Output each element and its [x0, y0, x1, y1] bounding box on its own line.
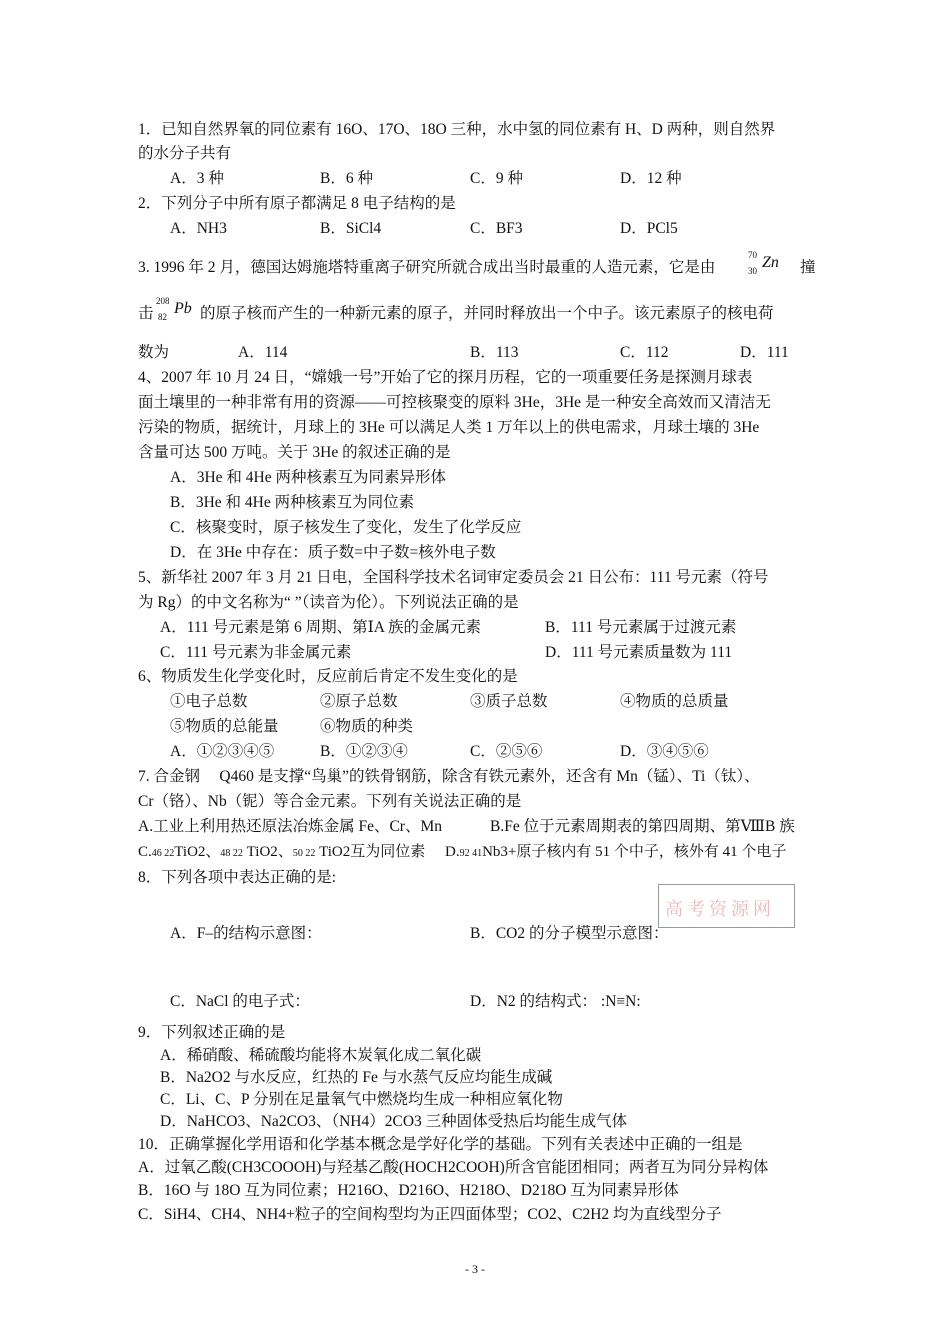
- q4-stem-line3: 污染的物质，据统计，月球上的 3He 可以满足人类 1 万年以上的供电需求，月球土壤的 3He: [138, 419, 760, 436]
- pb-nuclide: 208 82 Pb: [156, 296, 192, 322]
- q6-option-b: B．①②③④: [320, 743, 408, 760]
- q3-option-d: D．111: [740, 344, 789, 361]
- q1-option-d: D．12 种: [620, 170, 682, 187]
- q1-stem-line2: 的水分子共有: [138, 145, 232, 162]
- q2-option-b: B．SiCl4: [320, 220, 382, 237]
- q4-stem-line2: 面土壤里的一种非常有用的资源——可控核聚变的原料 3He，3He 是一种安全高效而又清洁无: [138, 394, 771, 411]
- q9-stem: 9．下列叙述正确的是: [138, 1024, 286, 1041]
- q5-option-c: C．111 号元素为非金属元素: [160, 644, 352, 661]
- q9-option-a: A．稀硝酸、稀硫酸均能将木炭氧化成二氧化碳: [160, 1047, 482, 1064]
- q2-option-a: A．NH3: [170, 220, 227, 237]
- q6-item-1: ①电子总数: [170, 693, 248, 710]
- q8-option-c: C．NaCl 的电子式：: [170, 993, 310, 1010]
- q10-option-b: B．16O 与 18O 互为同位素；H216O、D216O、H218O、D218O 互为同素异形体: [138, 1182, 679, 1199]
- q1-option-c: C．9 种: [470, 170, 523, 187]
- q6-item-2: ②原子总数: [320, 693, 398, 710]
- q2-option-c: C．BF3: [470, 220, 523, 237]
- q6-option-c: C．②⑤⑥: [470, 743, 543, 760]
- q3-option-a: A．114: [238, 344, 288, 361]
- q6-option-d: D．③④⑤⑥: [620, 743, 709, 760]
- q8-option-d: D．N2 的结构式： :N≡N:: [470, 993, 641, 1010]
- q9-option-d: D．NaHCO3、Na2CO3、（NH4）2CO3 三种固体受热后均能生成气体: [160, 1113, 628, 1130]
- q6-item-4: ④物质的总质量: [620, 693, 729, 710]
- q7-option-d: D.92 41Nb3+原子核内有 51 个中子，核外有 41 个电子: [445, 844, 787, 860]
- q8-option-a: A．F–的结构示意图：: [170, 925, 322, 942]
- q3-stem-line3: 数为: [138, 344, 170, 361]
- q7-option-a: A.工业上利用热还原法冶炼金属 Fe、Cr、Mn: [138, 818, 442, 835]
- q7-option-b: B.Fe 位于元素周期表的第四周期、第ⅧB 族: [490, 818, 795, 835]
- q4-stem-line1: 4、2007 年 10 月 24 日，“嫦娥一号”开始了它的探月历程，它的一项重要任务是探测月球表: [138, 369, 753, 386]
- q6-stem: 6、物质发生化学变化时，反应前后肯定不发生变化的是: [138, 668, 518, 685]
- q3-stem-line1: 3. 1996 年 2 月，德国达姆施塔特重离子研究所就合成出当时最重的人造元素，它是由: [138, 259, 716, 276]
- q10-option-c: C．SiH4、CH4、NH4+粒子的空间构型均为正四面体型；CO2、C2H2 均为直线型分子: [138, 1206, 722, 1223]
- q1-stem-line1: 1．已知自然界氧的同位素有 16O、17O、18O 三种，水中氢的同位素有 H、D 两种，则自然界: [138, 121, 776, 138]
- page-number: - 3 -: [465, 1262, 485, 1276]
- q3-option-c: C．112: [620, 344, 669, 361]
- q4-option-d: D．在 3He 中存在：质子数=中子数=核外电子数: [170, 544, 496, 561]
- q8-option-b: B．CO2 的分子模型示意图：: [470, 925, 669, 942]
- q6-item-5: ⑤物质的总能量: [170, 718, 279, 735]
- q2-option-d: D．PCl5: [620, 220, 678, 237]
- q10-option-a: A．过氧乙酸(CH3COOOH)与羟基乙酸(HOCH2COOH)所含官能团相同；两者互为同分异构体: [138, 1159, 769, 1176]
- q8-stem: 8．下列各项中表达正确的是:: [138, 869, 337, 886]
- q6-item-6: ⑥物质的种类: [320, 718, 414, 735]
- q1-option-a: A．3 种: [170, 170, 224, 187]
- q3-stem-line2: 的原子核而产生的一种新元素的原子，并同时释放出一个中子。该元素原子的核电荷: [200, 305, 774, 322]
- q7-stem-line1: 7. 合金钢 Q460 是支撑“鸟巢”的铁骨钢筋，除含有铁元素外，还含有 Mn（锰）、Ti（钛）、: [138, 768, 760, 785]
- q1-option-b: B．6 种: [320, 170, 373, 187]
- q4-stem-line4: 含量可达 500 万吨。关于 3He 的叙述正确的是: [138, 444, 451, 461]
- q4-option-a: A．3He 和 4He 两种核素互为同素异形体: [170, 469, 446, 486]
- q4-option-b: B．3He 和 4He 两种核素互为同位素: [170, 494, 415, 511]
- q6-item-3: ③质子总数: [470, 693, 548, 710]
- watermark-stamp: 高考资源网: [658, 884, 795, 928]
- q10-stem: 10．正确掌握化学用语和化学基本概念是学好化学的基础。下列有关表述中正确的一组是: [138, 1136, 743, 1153]
- q5-stem-line1: 5、新华社 2007 年 3 月 21 日电，全国科学技术名词审定委员会 21 日公布：111 号元素（符号: [138, 569, 769, 586]
- q5-stem-line2: 为 Rg）的中文名称为“ ”（读音为伦）。下列说法正确的是: [138, 594, 519, 611]
- q5-option-d: D．111 号元素质量数为 111: [545, 644, 733, 661]
- q3-option-b: B．113: [470, 344, 519, 361]
- q9-option-b: B．Na2O2 与水反应，红热的 Fe 与水蒸气反应均能生成碱: [160, 1069, 553, 1086]
- q3-stem-line1-end: 撞: [800, 259, 816, 276]
- q4-option-c: C．核聚变时，原子核发生了变化，发生了化学反应: [170, 519, 522, 536]
- zn-nuclide: 70 30 Zn: [748, 250, 779, 276]
- q5-option-b: B．111 号元素属于过渡元素: [545, 619, 737, 636]
- q3-stem-line2-start: 击: [138, 305, 154, 322]
- q9-option-c: C．Li、C、P 分别在足量氧气中燃烧均生成一种相应氧化物: [160, 1091, 563, 1108]
- q2-stem: 2．下列分子中所有原子都满足 8 电子结构的是: [138, 195, 456, 212]
- q7-stem-line2: Cr（铬）、Nb（铌）等合金元素。下列有关说法正确的是: [138, 793, 522, 810]
- q7-option-c: C.46 22TiO2、48 22 TiO2、50 22 TiO2互为同位素: [138, 844, 426, 860]
- q6-option-a: A．①②③④⑤: [170, 743, 275, 760]
- q5-option-a: A．111 号元素是第 6 周期、第ⅠA 族的金属元素: [160, 619, 482, 636]
